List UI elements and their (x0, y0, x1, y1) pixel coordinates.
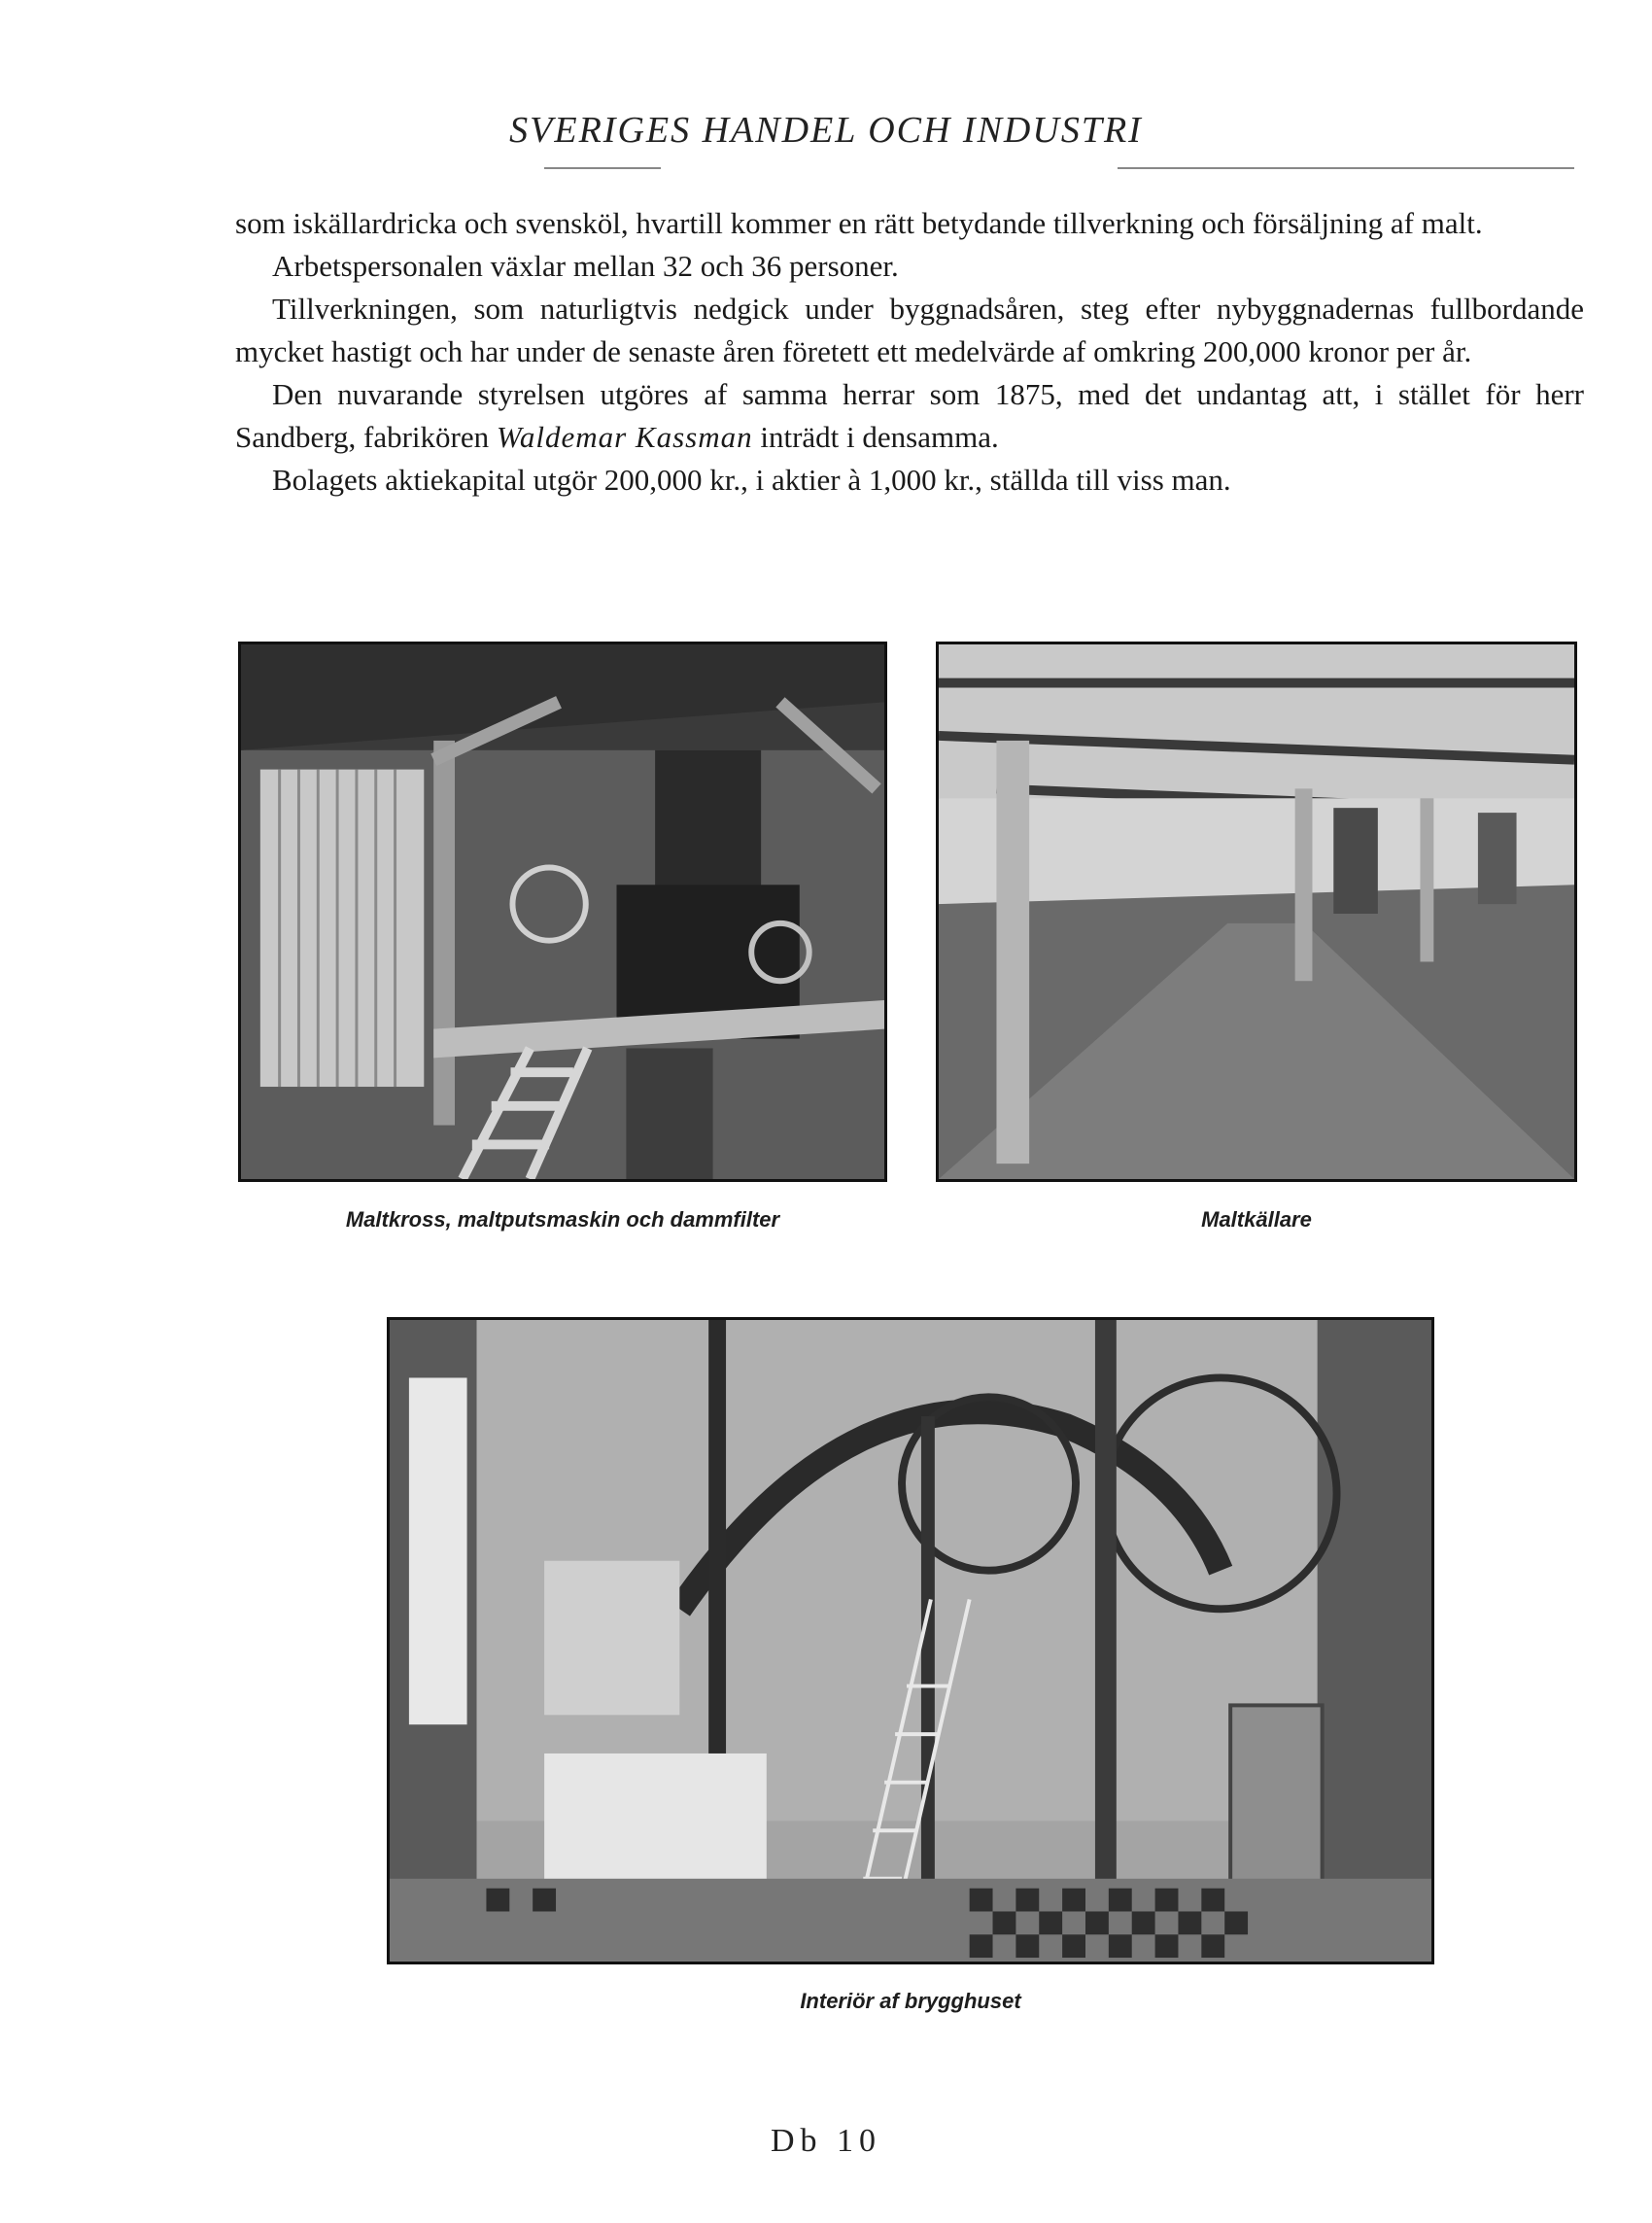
running-title: SVERIGES HANDEL OCH INDUSTRI (509, 110, 1143, 151)
caption-malt-crusher: Maltkross, maltputsmaskin och dammfilter (345, 1207, 780, 1232)
header-rule-left (544, 167, 661, 169)
photo-brewhouse-illustration (390, 1320, 1431, 1962)
paragraph: som iskällardricka och svensköl, hvartill kommer en rätt betydande tillverkning och försäljning af malt. (235, 206, 1483, 240)
paragraph-text: inträdt i densamma. (752, 420, 999, 454)
photo-malt-crusher (238, 642, 887, 1182)
caption-malt-cellar: Maltkällare (1201, 1207, 1312, 1232)
photo-brewhouse-interior (387, 1317, 1434, 1964)
photo-malt-cellar (936, 642, 1577, 1182)
paragraph: Tillverkningen, som naturligtvis nedgick under byggnadsåren, steg efter nybyggnadernas fullbordande mycket hastigt och har under de senaste åren företett ett medelvärde af omkring 200,000 kronor per år. (235, 292, 1584, 368)
person-name: Waldemar Kassman (496, 420, 753, 454)
page-number: Db 10 (770, 2123, 882, 2159)
paragraph: Bolagets aktiekapital utgör 200,000 kr., i aktier à 1,000 kr., ställda till viss man. (272, 463, 1231, 497)
paragraph (235, 373, 1584, 459)
photo-malt-crusher-illustration (241, 644, 884, 1179)
paragraph: Arbetspersonalen växlar mellan 32 och 36 personer. (272, 249, 899, 283)
body-text (235, 202, 1584, 502)
paragraph-text: Den nuvarande styrelsen utgöres af samma herrar som 1875, med det undantag att, i stället för herr Sandberg, fabrikören (235, 377, 1584, 454)
header-rule-right (1118, 167, 1574, 169)
photo-malt-cellar-illustration (939, 644, 1574, 1179)
caption-brewhouse-interior: Interiör af brygghuset (800, 1989, 1021, 2013)
